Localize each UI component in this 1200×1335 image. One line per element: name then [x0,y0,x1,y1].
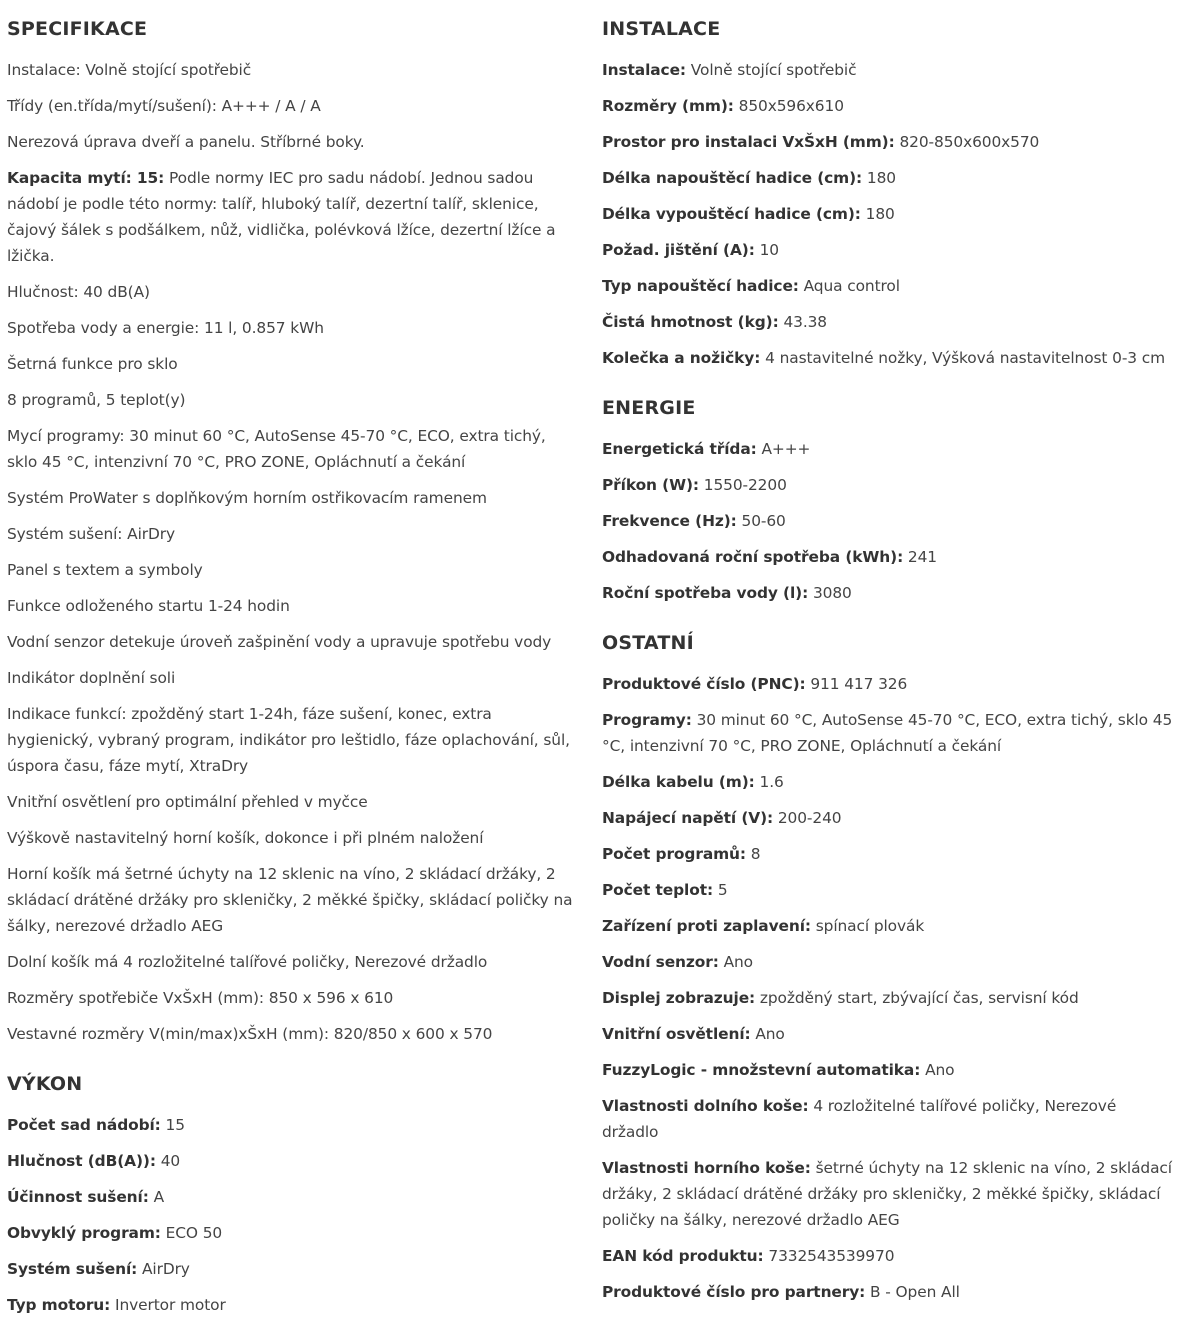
spec-row [7,315,579,341]
spec-value: 180 [866,169,896,187]
left-column [7,14,579,1328]
spec-row [7,93,579,119]
spec-value: 8 programů, 5 teplot(y) [7,391,186,409]
spec-row [602,129,1177,155]
spec-value: Spotřeba vody a energie: 11 l, 0.857 kWh [7,319,324,337]
spec-label: Odhadovaná roční spotřeba (kWh): [602,548,904,566]
spec-label: Zařízení proti zaplavení: [602,917,811,935]
spec-row [602,841,1177,867]
spec-value: Hlučnost: 40 dB(A) [7,283,150,301]
spec-value: Rozměry spotřebiče VxŠxH (mm): 850 x 596 x 610 [7,989,394,1007]
spec-row [602,1243,1177,1269]
section-ostatni [602,628,1177,1305]
spec-value: zpožděný start, zbývající čas, servisní kód [759,989,1079,1007]
spec-label: Roční spotřeba vody (l): [602,584,809,602]
spec-label: Obvyklý program: [7,1224,161,1242]
spec-row [602,309,1177,335]
spec-row [602,949,1177,975]
spec-row [602,273,1177,299]
spec-label: Produktové číslo (PNC): [602,675,806,693]
spec-row [7,789,579,815]
spec-value: 241 [907,548,937,566]
spec-row [602,1093,1177,1145]
spec-row [7,825,579,851]
spec-value: Ano [723,953,753,971]
spec-label: Displej zobrazuje: [602,989,756,1007]
spec-value: spínací plovák [815,917,925,935]
spec-row [7,1021,579,1047]
section-title: ENERGIE [602,397,696,419]
spec-label: Prostor pro instalaci VxŠxH (mm): [602,133,895,151]
spec-value: B - Open All [870,1283,960,1301]
spec-row [7,351,579,377]
spec-row [7,423,579,475]
section-title: SPECIFIKACE [7,18,148,40]
spec-label: Délka kabelu (m): [602,773,755,791]
spec-value: Nerezová úprava dveří a panelu. Stříbrné boky. [7,133,365,151]
spec-row [602,57,1177,83]
spec-value: Instalace: Volně stojící spotřebič [7,61,252,79]
spec-value: Mycí programy: 30 minut 60 °C, AutoSense 45-70 °C, ECO, extra tichý, sklo 45 °C, intenzivní 70 °C, PRO ZONE, Opláchnutí a čekání [7,427,546,471]
spec-row [602,877,1177,903]
spec-row [602,544,1177,570]
spec-value: ECO 50 [165,1224,223,1242]
section-energie [602,393,1177,606]
spec-row [7,701,579,779]
spec-value: Třídy (en.třída/mytí/sušení): A+++ / A / A [7,97,321,115]
spec-row [7,593,579,619]
spec-row [7,1112,579,1138]
spec-row [602,580,1177,606]
spec-row [7,1292,579,1318]
spec-row [7,165,579,269]
spec-value: Volně stojící spotřebič [690,61,857,79]
spec-value: Panel s textem a symboly [7,561,203,579]
spec-label: Produktové číslo pro partnery: [602,1283,866,1301]
spec-label: Instalace: [602,61,686,79]
spec-label: Účinnost sušení: [7,1188,149,1206]
spec-row [602,508,1177,534]
spec-value: 4 nastavitelné nožky, Výšková nastavitelnost 0-3 cm [765,349,1166,367]
spec-value: 4 rozložitelné talířové poličky, Nerezové držadlo [602,1097,1117,1141]
spec-row [602,93,1177,119]
section-title: VÝKON [7,1073,83,1095]
spec-row [602,1155,1177,1233]
spec-row [602,1057,1177,1083]
spec-row [602,671,1177,697]
spec-value: 850x596x610 [738,97,844,115]
spec-row [602,707,1177,759]
spec-value: Vodní senzor detekuje úroveň zašpinění vody a upravuje spotřebu vody [7,633,552,651]
section-title: INSTALACE [602,18,721,40]
spec-label: Energetická třída: [602,440,757,458]
spec-value: A [153,1188,164,1206]
spec-label: Kapacita mytí: 15: [7,169,165,187]
spec-value: Horní košík má šetrné úchyty na 12 sklenic na víno, 2 skládací držáky, 2 skládací drátěné držáky pro skleničky, 2 měkké špičky, skládací poličky na šálky, nerezové držadlo AEG [7,865,573,935]
right-column [602,14,1177,1315]
spec-value: Dolní košík má 4 rozložitelné talířové poličky, Nerezové držadlo [7,953,488,971]
spec-row [602,769,1177,795]
spec-value: 1550-2200 [703,476,787,494]
spec-label: Příkon (W): [602,476,699,494]
spec-row [7,1220,579,1246]
spec-row [602,472,1177,498]
spec-row [602,913,1177,939]
spec-label: Počet programů: [602,845,746,863]
spec-value: Invertor motor [115,1296,226,1314]
spec-value: Podle normy IEC pro sadu nádobí. Jednou sadou nádobí je podle této normy: talíř, hluboký talíř, dezertní talíř, sklenice, čajový šálek s podšálkem, nůž, vidlička, polévková lžíce, dezertní lžíce a lžička. [7,169,556,265]
spec-value: Funkce odloženého startu 1-24 hodin [7,597,290,615]
spec-row [602,165,1177,191]
spec-row [7,485,579,511]
section-vykon [7,1069,579,1318]
spec-row [602,201,1177,227]
spec-label: Vlastnosti horního koše: [602,1159,811,1177]
spec-value: 3080 [812,584,852,602]
spec-label: Systém sušení: [7,1260,138,1278]
spec-row [602,1021,1177,1047]
spec-row [7,861,579,939]
spec-label: Typ motoru: [7,1296,111,1314]
spec-value: 7332543539970 [768,1247,895,1265]
spec-value: 200-240 [777,809,842,827]
section-instalace [602,14,1177,371]
spec-label: Počet teplot: [602,881,714,899]
spec-label: Programy: [602,711,692,729]
spec-value: Šetrná funkce pro sklo [7,355,178,373]
spec-row [7,129,579,155]
spec-row [7,57,579,83]
spec-label: Délka vypouštěcí hadice (cm): [602,205,861,223]
spec-row [7,279,579,305]
spec-value: 820-850x600x570 [899,133,1040,151]
spec-label: Typ napouštěcí hadice: [602,277,799,295]
spec-label: Napájecí napětí (V): [602,809,774,827]
spec-label: Vlastnosti dolního koše: [602,1097,809,1115]
spec-label: Čistá hmotnost (kg): [602,313,779,331]
spec-row [7,1256,579,1282]
spec-value: Indikace funkcí: zpožděný start 1-24h, fáze sušení, konec, extra hygienický, vybraný program, indikátor pro leštidlo, fáze oplachování, sůl, úspora času, fáze mytí, XtraDry [7,705,570,775]
spec-value: 50-60 [741,512,786,530]
spec-value: 8 [750,845,761,863]
section-title: OSTATNÍ [602,632,694,654]
spec-label: FuzzyLogic - množstevní automatika: [602,1061,921,1079]
spec-row [602,436,1177,462]
spec-value: Systém sušení: AirDry [7,525,175,543]
section-specifikace [7,14,579,1047]
spec-row [7,1184,579,1210]
spec-value: 30 minut 60 °C, AutoSense 45-70 °C, ECO, extra tichý, sklo 45 °C, intenzivní 70 °C, PRO ZONE, Opláchnutí a čekání [602,711,1173,755]
spec-value: šetrné úchyty na 12 sklenic na víno, 2 skládací držáky, 2 skládací drátěné držáky pro skleničky, 2 měkké špičky, skládací poličky na šálky, nerezové držadlo AEG [602,1159,1172,1229]
spec-row [7,387,579,413]
spec-value: Vnitřní osvětlení pro optimální přehled v myčce [7,793,368,811]
spec-value: Ano [755,1025,785,1043]
spec-label: Vodní senzor: [602,953,719,971]
spec-row [7,629,579,655]
spec-label: Kolečka a nožičky: [602,349,761,367]
spec-label: Délka napouštěcí hadice (cm): [602,169,863,187]
spec-row [602,1279,1177,1305]
spec-row [7,1148,579,1174]
spec-value: 1.6 [759,773,784,791]
spec-label: Rozměry (mm): [602,97,734,115]
spec-row [7,557,579,583]
spec-value: Vestavné rozměry V(min/max)xŠxH (mm): 820/850 x 600 x 570 [7,1025,493,1043]
spec-value: A+++ [761,440,811,458]
spec-value: 10 [759,241,779,259]
spec-label: Počet sad nádobí: [7,1116,161,1134]
spec-value: 15 [165,1116,185,1134]
spec-label: Frekvence (Hz): [602,512,737,530]
spec-label: Vnitřní osvětlení: [602,1025,751,1043]
spec-value: Indikátor doplnění soli [7,669,176,687]
spec-row [7,521,579,547]
spec-label: Požad. jištění (A): [602,241,755,259]
spec-label: EAN kód produktu: [602,1247,764,1265]
spec-value: Systém ProWater s doplňkovým horním ostřikovacím ramenem [7,489,487,507]
spec-label: Hlučnost (dB(A)): [7,1152,156,1170]
spec-row [602,345,1177,371]
spec-value: 5 [717,881,728,899]
spec-value: 180 [865,205,895,223]
spec-row [602,237,1177,263]
spec-value: Výškově nastavitelný horní košík, dokonce i při plném naložení [7,829,484,847]
spec-value: AirDry [141,1260,190,1278]
spec-value: 43.38 [783,313,827,331]
spec-value: Ano [925,1061,955,1079]
spec-row [7,985,579,1011]
spec-row [602,985,1177,1011]
spec-row [602,805,1177,831]
spec-value: Aqua control [803,277,900,295]
spec-value: 911 417 326 [810,675,908,693]
spec-row [7,949,579,975]
spec-value: 40 [160,1152,181,1170]
spec-row [7,665,579,691]
